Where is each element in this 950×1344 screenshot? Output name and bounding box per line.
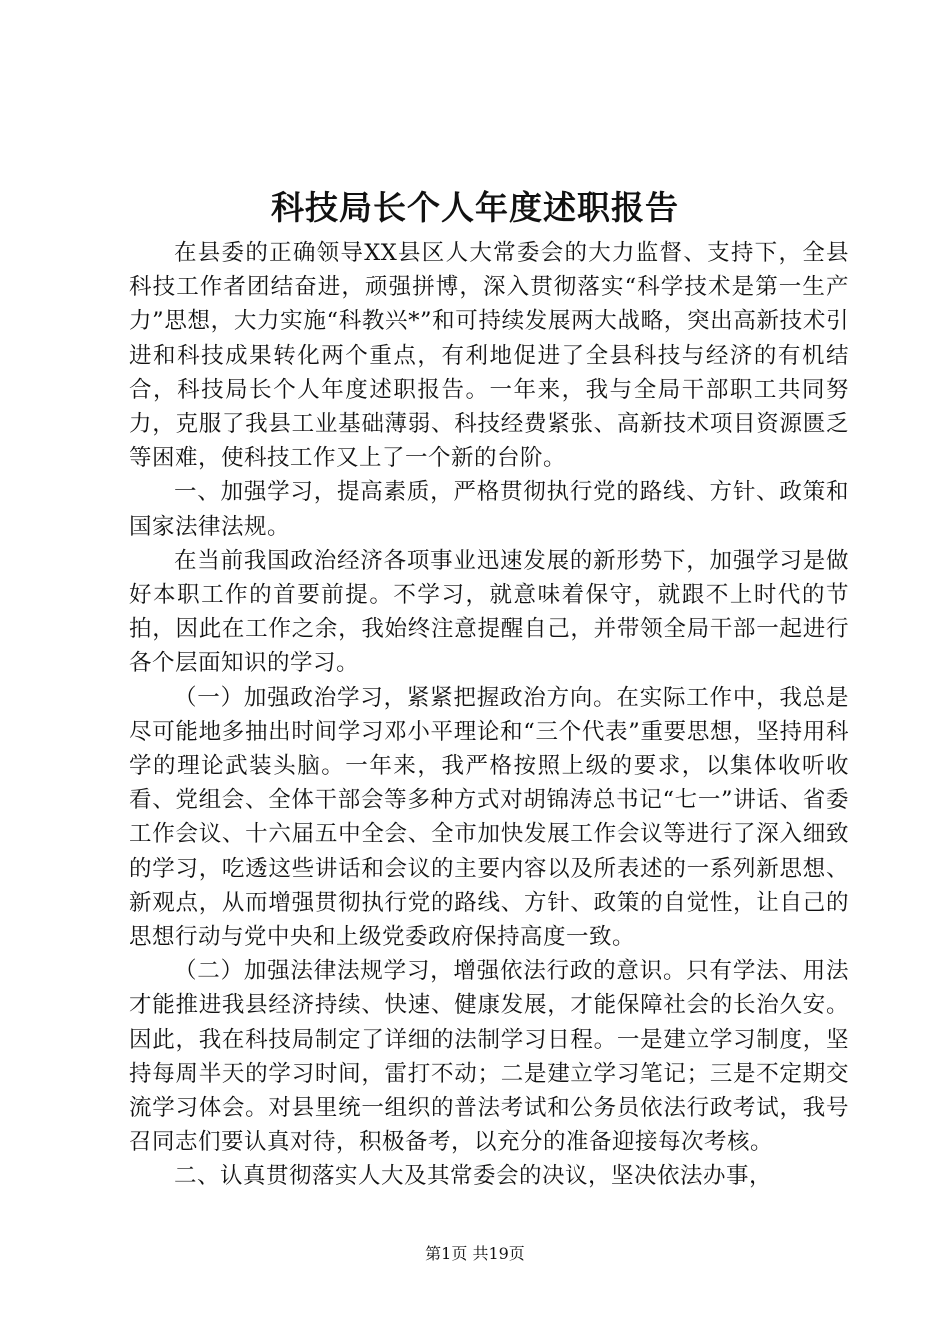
paragraph-intro: 在县委的正确领导XX县区人大常委会的大力监督、支持下，全县科技工作者团结奋进，顽强拼博，深入贯彻落实“科学技术是第一生产力”思想，大力实施“科教兴*”和可持续发展两大战略，突出高新技术引进和科技成果转化两个重点，有利地促进了全县科技与经济的有机结合，科技局长个人年度述职报告。一年来，我与全局干部职工共同努力，克服了我县工业基础薄弱、科技经费紧张、高新技术项目资源匮乏等困难，使科技工作又上了一个新的台阶。 xyxy=(129,240,849,472)
section-heading-2: 二、认真贯彻落实人大及其常委会的决议，坚决依法办事， xyxy=(174,1163,773,1190)
section-heading-1: 一、加强学习，提高素质，严格贯彻执行党的路线、方针、政策和国家法律法规。 xyxy=(129,479,849,540)
page-footer: 第1页 共19页 xyxy=(425,1244,525,1263)
paragraph-study: 在当前我国政治经济各项事业迅速发展的新形势下，加强学习是做好本职工作的首要前提。不学习，就意味着保守，就跟不上时代的节拍，因此在工作之余，我始终注意提醒自己，并带领全局干部一起进行各个层面知识的学习。 xyxy=(129,547,849,677)
document-title: 科技局长个人年度述职报告 xyxy=(271,188,679,227)
paragraph-legal-study: （二）加强法律法规学习，增强依法行政的意识。只有学法、用法才能推进我县经济持续、快速、健康发展，才能保障社会的长治久安。因此，我在科技局制定了详细的法制学习日程。一是建立学习制度，坚持每周半天的学习时间，雷打不动；二是建立学习笔记；三是不定期交流学习体会。对县里统一组织的普法考试和公务员依法行政考试，我号召同志们要认真对待，积极备考，以充分的准备迎接每次考核。 xyxy=(129,958,849,1156)
paragraph-political-study: （一）加强政治学习，紧紧把握政治方向。在实际工作中，我总是尽可能地多抽出时间学习邓小平理论和“三个代表”重要思想，坚持用科学的理论武装头脑。一年来，我严格按照上级的要求，以集体收听收看、党组会、全体干部会等多种方式对胡锦涛总书记“七一”讲话、省委工作会议、十六届五中全会、全市加快发展工作会议等进行了深入细致的学习，吃透这些讲话和会议的主要内容以及所表述的一系列新思想、新观点，从而增强贯彻执行党的路线、方针、政策的自觉性，让自己的思想行动与党中央和上级党委政府保持高度一致。 xyxy=(129,684,849,951)
document-body xyxy=(129,236,849,1194)
